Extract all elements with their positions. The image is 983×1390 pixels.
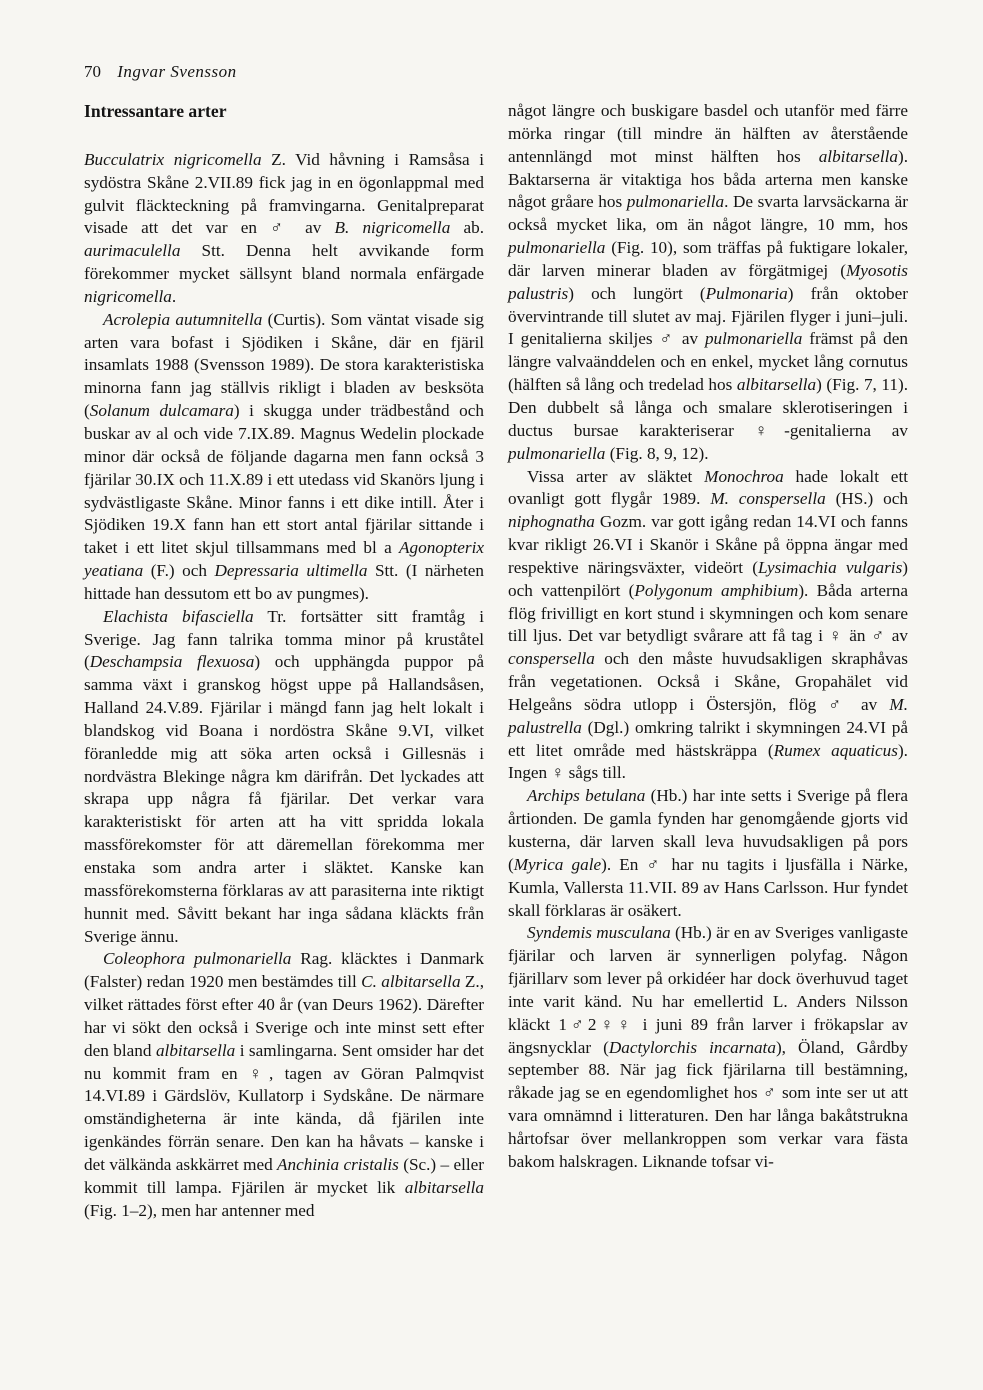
- text-run: ab.: [450, 218, 484, 238]
- taxon-name: Myosotis palustris: [508, 260, 908, 303]
- text-run: ) och upphängda puppor på samma växt i granskog högst uppe på Hallandsåsen, Halland 24.V.89. Fjärilar i mängd fann jag helt lokalt i blandskog vid Boana i nordöstra Skåne 9.VI, vilket föranledde mig att söka arten också i Gillesnäs i nordvästra Blekinge några km därifrån. Det lyckades att skrapa upp några få fjärilar. Det verkar vara karakteristiskt för arten att ha vitt spridda lokala massförekomster för att däremellan förekomma mer enstaka som andra arter i släktet. Kanske kan massförekomsterna förklaras av att parasiterna inte riktigt hunnit med. Såvitt bekant har inga sådana kläckts från Sverige ännu.: [84, 652, 484, 946]
- text-run: ) från oktober övervintrande till slutet av maj. Fjärilen flyger i juni–juli. I genitalierna skiljes ♂ av: [508, 283, 908, 349]
- paragraph-monochroa: [508, 466, 908, 786]
- taxon-name: M. palustrella: [508, 694, 908, 737]
- right-column: [508, 100, 908, 1174]
- taxon-name: Polygonum amphibium: [634, 580, 799, 600]
- text-run: främst på den längre valvaänddelen och en enkel, mycket lång cornutus (hälften så lång och tredelad hos: [508, 329, 908, 395]
- taxon-name: Anchinia cristalis: [277, 1154, 399, 1174]
- text-run: ) i skugga under trädbestånd och buskar av al och vide 7.IX.89. Magnus Wedelin plockade minor där också de följande dagarna men fann också 3 fjärilar 30.IX och 11.X.89 i ett utedass vid Skanörs ljung i sydvästligaste Skåne. Minor fanns i ett dike intill. Åter i Sjödiken 19.X fann han ett stort antal fjärilar sittande i taket i ett litet skjul tillsammans med bl a: [84, 401, 484, 558]
- text-run: (Fig. 10), som träffas på fuktigare lokaler, där larven minerar bladen av förgätmigej (: [508, 238, 908, 280]
- taxon-name: albitarsella: [155, 1040, 236, 1060]
- text-run: (Curtis). Som väntat visade sig arten vara bofast i Sjödiken i Skåne, där en fjäril insamlats 1988 (Svensson 1989). De stora karakteristiska minorna fann jag ställvis rikligt i bladen av besksöta (: [84, 309, 484, 421]
- text-run: ). En ♂ har nu tagits i ljusfälla i Närke, Kumla, Vallersta 11.VII. 89 av Hans Carlsson. Hur fyndet skall förklaras är osäkert.: [508, 854, 908, 920]
- text-run: ), Öland, Gårdby september 88. När jag fick fjärilarna till bestämning, råkade jag se en egendomlighet hos ♂ som inte ser ut att vara omnämnd i litteraturen. Den har långa bakåtstrukna hårtofsar över mellankroppen som verkar vara fästa bakom halskragen. Liknande tofsar vi-: [508, 1037, 908, 1171]
- taxon-name: Dactylorchis incarnata: [608, 1037, 776, 1057]
- taxon-name: albitarsella: [736, 375, 817, 395]
- text-run: (Hb.) har inte setts i Sverige på flera årtionden. De gamla fynden har genomgående gjorts vid kusterna, där larven skall leva huvudsakligen på pors (: [508, 786, 908, 874]
- text-run: (Fig. 1–2), men har antenner med: [84, 1200, 315, 1220]
- text-run: Z., vilket rättades först efter 40 år (van Deurs 1962). Därefter har vi sökt den också i Sverige och inte minst sett efter den bland: [84, 972, 484, 1060]
- text-run: (Dgl.) omkring talrikt i skymningen 24.VI på ett litet område med hästskräppa (: [508, 717, 908, 760]
- section-heading: Intressantare arter: [84, 101, 227, 121]
- text-run: ). Båda arterna flög frivilligt en kort stund i skymningen och kom senare till ljus. Det var betydligt svårare att få tag i ♀ än ♂ av: [508, 580, 908, 646]
- text-run: i samlingarna. Sent omsider har det nu kommit fram en ♀, tagen av Göran Palmqvist 14.VI.89 i Gärdslöv, Kullatorp i Sydskåne. De närmare omständigheterna är inte kända, då fjärilen inte igenkändes förrän senare. Den kan ha håvats – kanske i det välkända askkärret med: [84, 1040, 484, 1174]
- text-run: (Hb.) är en av Sveriges vanligaste fjärilar och larven är synnerligen polyfag. Någon fjärillarv som lever på orkidéer har dock överhuvud taget inte varit känd. Nu har emellertid L. Anders Nilsson kläckt 1♂2♀♀ i juni 89 från larver i frökapslar av ängsnycklar (: [508, 923, 908, 1057]
- text-run: Vissa arter av släktet: [527, 466, 705, 486]
- page-number: 70: [84, 62, 101, 81]
- taxon-name: Deschampsia flexuosa: [89, 652, 255, 672]
- text-run: ) (Fig. 7, 11). Den dubbelt så långa och smalare sklerotiseringen i ductus bursae karakteriserar ♀-genitalierna av: [508, 375, 908, 440]
- taxon-name: pulmonariella: [626, 192, 725, 212]
- text-run: Stt. Denna helt avvikande form förekommer mycket sällsynt bland normala enfärgade: [84, 241, 484, 284]
- left-column: [84, 100, 484, 1223]
- text-run: (HS.) och: [825, 489, 908, 509]
- text-run: hade lokalt ett ovanligt gott flygår 1989.: [508, 466, 908, 509]
- taxon-name: pulmonariella: [508, 443, 606, 463]
- paragraph-coleophora: [84, 948, 484, 1222]
- taxon-name: pulmonariella: [704, 329, 803, 349]
- taxon-name: Elachista bifasciella: [103, 606, 254, 626]
- text-run: Tr. fortsätter sitt framtåg i Sverige. Jag fann talrika tomma minor på kruståtel (: [84, 606, 484, 672]
- taxon-name: Lysimachia vulgaris: [757, 557, 903, 577]
- text-run: . De svarta larvsäckarna är också mycket lika, om än något längre, 10 mm, hos: [508, 192, 908, 235]
- taxon-name: Rumex aquaticus: [773, 740, 898, 760]
- taxon-name: Solanum dulcamara: [89, 401, 234, 421]
- taxon-name: Coleophora pulmonariella: [103, 949, 292, 969]
- taxon-name: B. nigricomella: [334, 218, 451, 238]
- text-run: Rag. kläcktes i Danmark (Falster) redan 1920 men bestämdes till: [84, 949, 484, 992]
- text-run: ) och lungört (: [568, 283, 706, 303]
- text-run: (F.) och: [143, 561, 215, 581]
- paragraph-syndemis: [508, 922, 908, 1173]
- taxon-name: niphognatha: [508, 512, 595, 532]
- taxon-name: Bucculatrix nigricomella: [84, 149, 262, 169]
- paragraph-acrolepia: [84, 309, 484, 606]
- taxon-name: albitarsella: [404, 1177, 484, 1197]
- taxon-name: pulmonariella: [508, 238, 606, 258]
- paragraph-archips: [508, 785, 908, 922]
- taxon-name: aurimaculella: [84, 241, 181, 261]
- text-run: (Sc.) – eller kommit till lampa. Fjärilen är mycket lik: [84, 1154, 484, 1197]
- taxon-name: M. conspersella: [710, 489, 826, 509]
- paragraph-bucculatrix: [84, 149, 484, 309]
- text-run: (Fig. 8, 9, 12).: [605, 443, 709, 463]
- taxon-name: conspersella: [508, 649, 595, 669]
- text-run: ) och vattenpilört (: [508, 557, 908, 600]
- text-run: .: [171, 286, 177, 306]
- text-run: och den måste huvudsakligen skraphåvas från vegetationen. Också i Skåne, Gropahälet vid Helgeåns södra utlopp i Östersjön, flög ♂ av: [508, 649, 908, 714]
- running-head-author: Ingvar Svensson: [117, 62, 237, 81]
- text-run: ). Baktarserna är vitaktiga hos båda arterna men kanske något gråare hos: [508, 146, 908, 212]
- taxon-name: Agonopterix yeatiana: [84, 538, 484, 581]
- paragraph-elachista: [84, 606, 484, 949]
- taxon-name: Myrica gale: [513, 854, 602, 874]
- taxon-name: C. albitarsella: [361, 972, 461, 992]
- taxon-name: nigricomella: [84, 286, 172, 306]
- taxon-name: albitarsella: [818, 146, 898, 166]
- running-head: [84, 62, 237, 82]
- taxon-name: Pulmonaria: [705, 283, 788, 303]
- taxon-name: Syndemis musculana: [527, 923, 671, 943]
- text-run: något längre och buskigare basdel och utanför med färre mörka ringar (till mindre än hälften av återstående antennlängd mot minst hälften hos: [508, 101, 908, 166]
- text-run: Gozm. var gott igång redan 14.VI och fanns kvar rikligt 26.VI i Skanör i Skåne på öppna ängar med respektive näringsväxter, videört (: [508, 512, 908, 577]
- paragraph-coleophora-continued: [508, 100, 908, 466]
- text-run: Z. Vid håvning i Ramsåsa i sydöstra Skåne 2.VII.89 fick jag in en ögonlappmal med gulvit fläckteckning på framvingarna. Genitalpreparat visade att det var en ♂ av: [84, 149, 484, 238]
- taxon-name: Depressaria ultimella: [214, 561, 368, 581]
- text-run: Stt. (I närheten hittade han dessutom ett bo av pungmes).: [84, 561, 484, 603]
- taxon-name: Acrolepia autumnitella: [103, 309, 263, 329]
- taxon-name: Monochroa: [704, 466, 784, 486]
- taxon-name: Archips betulana: [527, 786, 646, 806]
- text-run: ). Ingen ♀ sågs till.: [508, 740, 908, 783]
